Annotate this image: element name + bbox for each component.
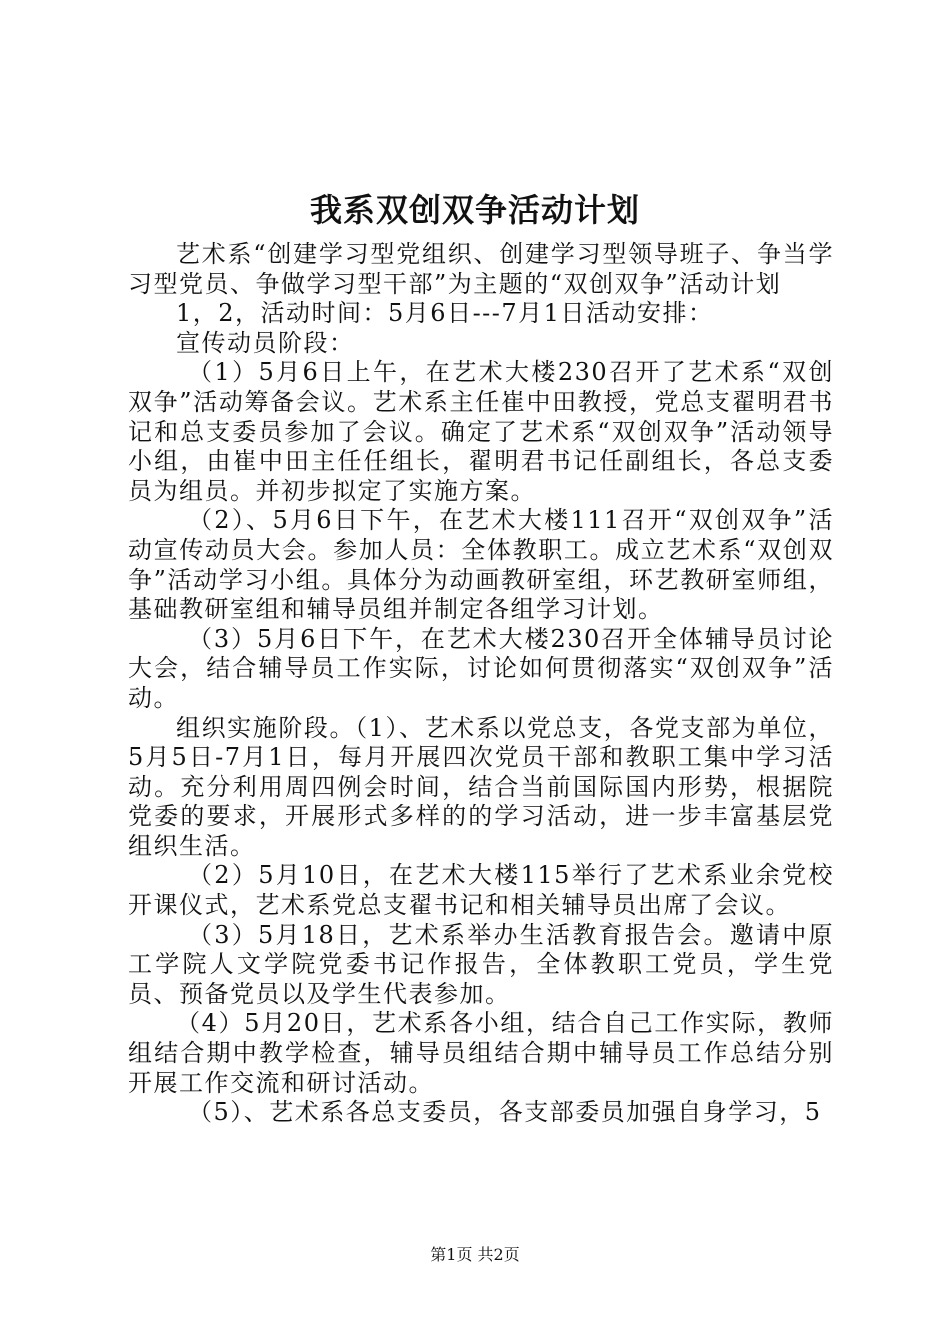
document-title: 我系双创双争活动计划 [309, 191, 640, 229]
document-body [128, 240, 834, 1128]
paragraph-item: （2）、5月6日下午，在艺术大楼111召开“双创双争”活动宣传动员大会。参加人员：全体教职工。成立艺术系“双创双争”活动学习小组。具体分为动画教研室组，环艺教研室师组，基础教研室组和辅导员组并制定各组学习计划。 [128, 506, 834, 624]
paragraph-item: （4）5月20日，艺术系各小组，结合自己工作实际，教师组结合期中教学检查，辅导员组结合期中辅导员工作总结分别开展工作交流和研讨活动。 [128, 1009, 834, 1097]
paragraph-schedule: 1，2，活动时间：5月6日---7月1日活动安排： [176, 299, 714, 328]
paragraph-intro: 艺术系“创建学习型党组织、创建学习型领导班子、争当学习型党员、争做学习型干部”为主题的“双创双争”活动计划 [128, 240, 834, 298]
paragraph-item: （3）5月18日，艺术系举办生活教育报告会。邀请中原工学院人文学院党委书记作报告，全体教职工党员，学生党员、预备党员以及学生代表参加。 [128, 920, 834, 1008]
paragraph-implementation: 组织实施阶段。（1）、艺术系以党总支，各党支部为单位，5月5日-7月1日，每月开展四次党员干部和教职工集中学习活动。充分利用周四例会时间，结合当前国际国内形势，根据院党委的要求，开展形式多样的的学习活动，进一步丰富基层党组织生活。 [128, 713, 834, 860]
paragraph-item: （3）5月6日下午，在艺术大楼230召开全体辅导员讨论大会，结合辅导员工作实际，讨论如何贯彻落实“双创双争”活动。 [128, 624, 834, 712]
paragraph-stage-heading: 宣传动员阶段： [176, 328, 355, 357]
paragraph-item: （1）5月6日上午，在艺术大楼230召开了艺术系“双创双争”活动筹备会议。艺术系主任崔中田教授，党总支翟明君书记和总支委员参加了会议。确定了艺术系“双创双争”活动领导小组，由崔中田主任任组长，翟明君书记任副组长，各总支委员为组员。并初步拟定了实施方案。 [128, 358, 834, 505]
page-footer: 第1页 共2页 [430, 1245, 520, 1264]
paragraph-item: （2）5月10日，在艺术大楼115举行了艺术系业余党校开课仪式，艺术系党总支翟书记和相关辅导员出席了会议。 [128, 861, 834, 920]
paragraph-item: （5）、艺术系各总支委员，各支部委员加强自身学习，5 [188, 1098, 822, 1127]
